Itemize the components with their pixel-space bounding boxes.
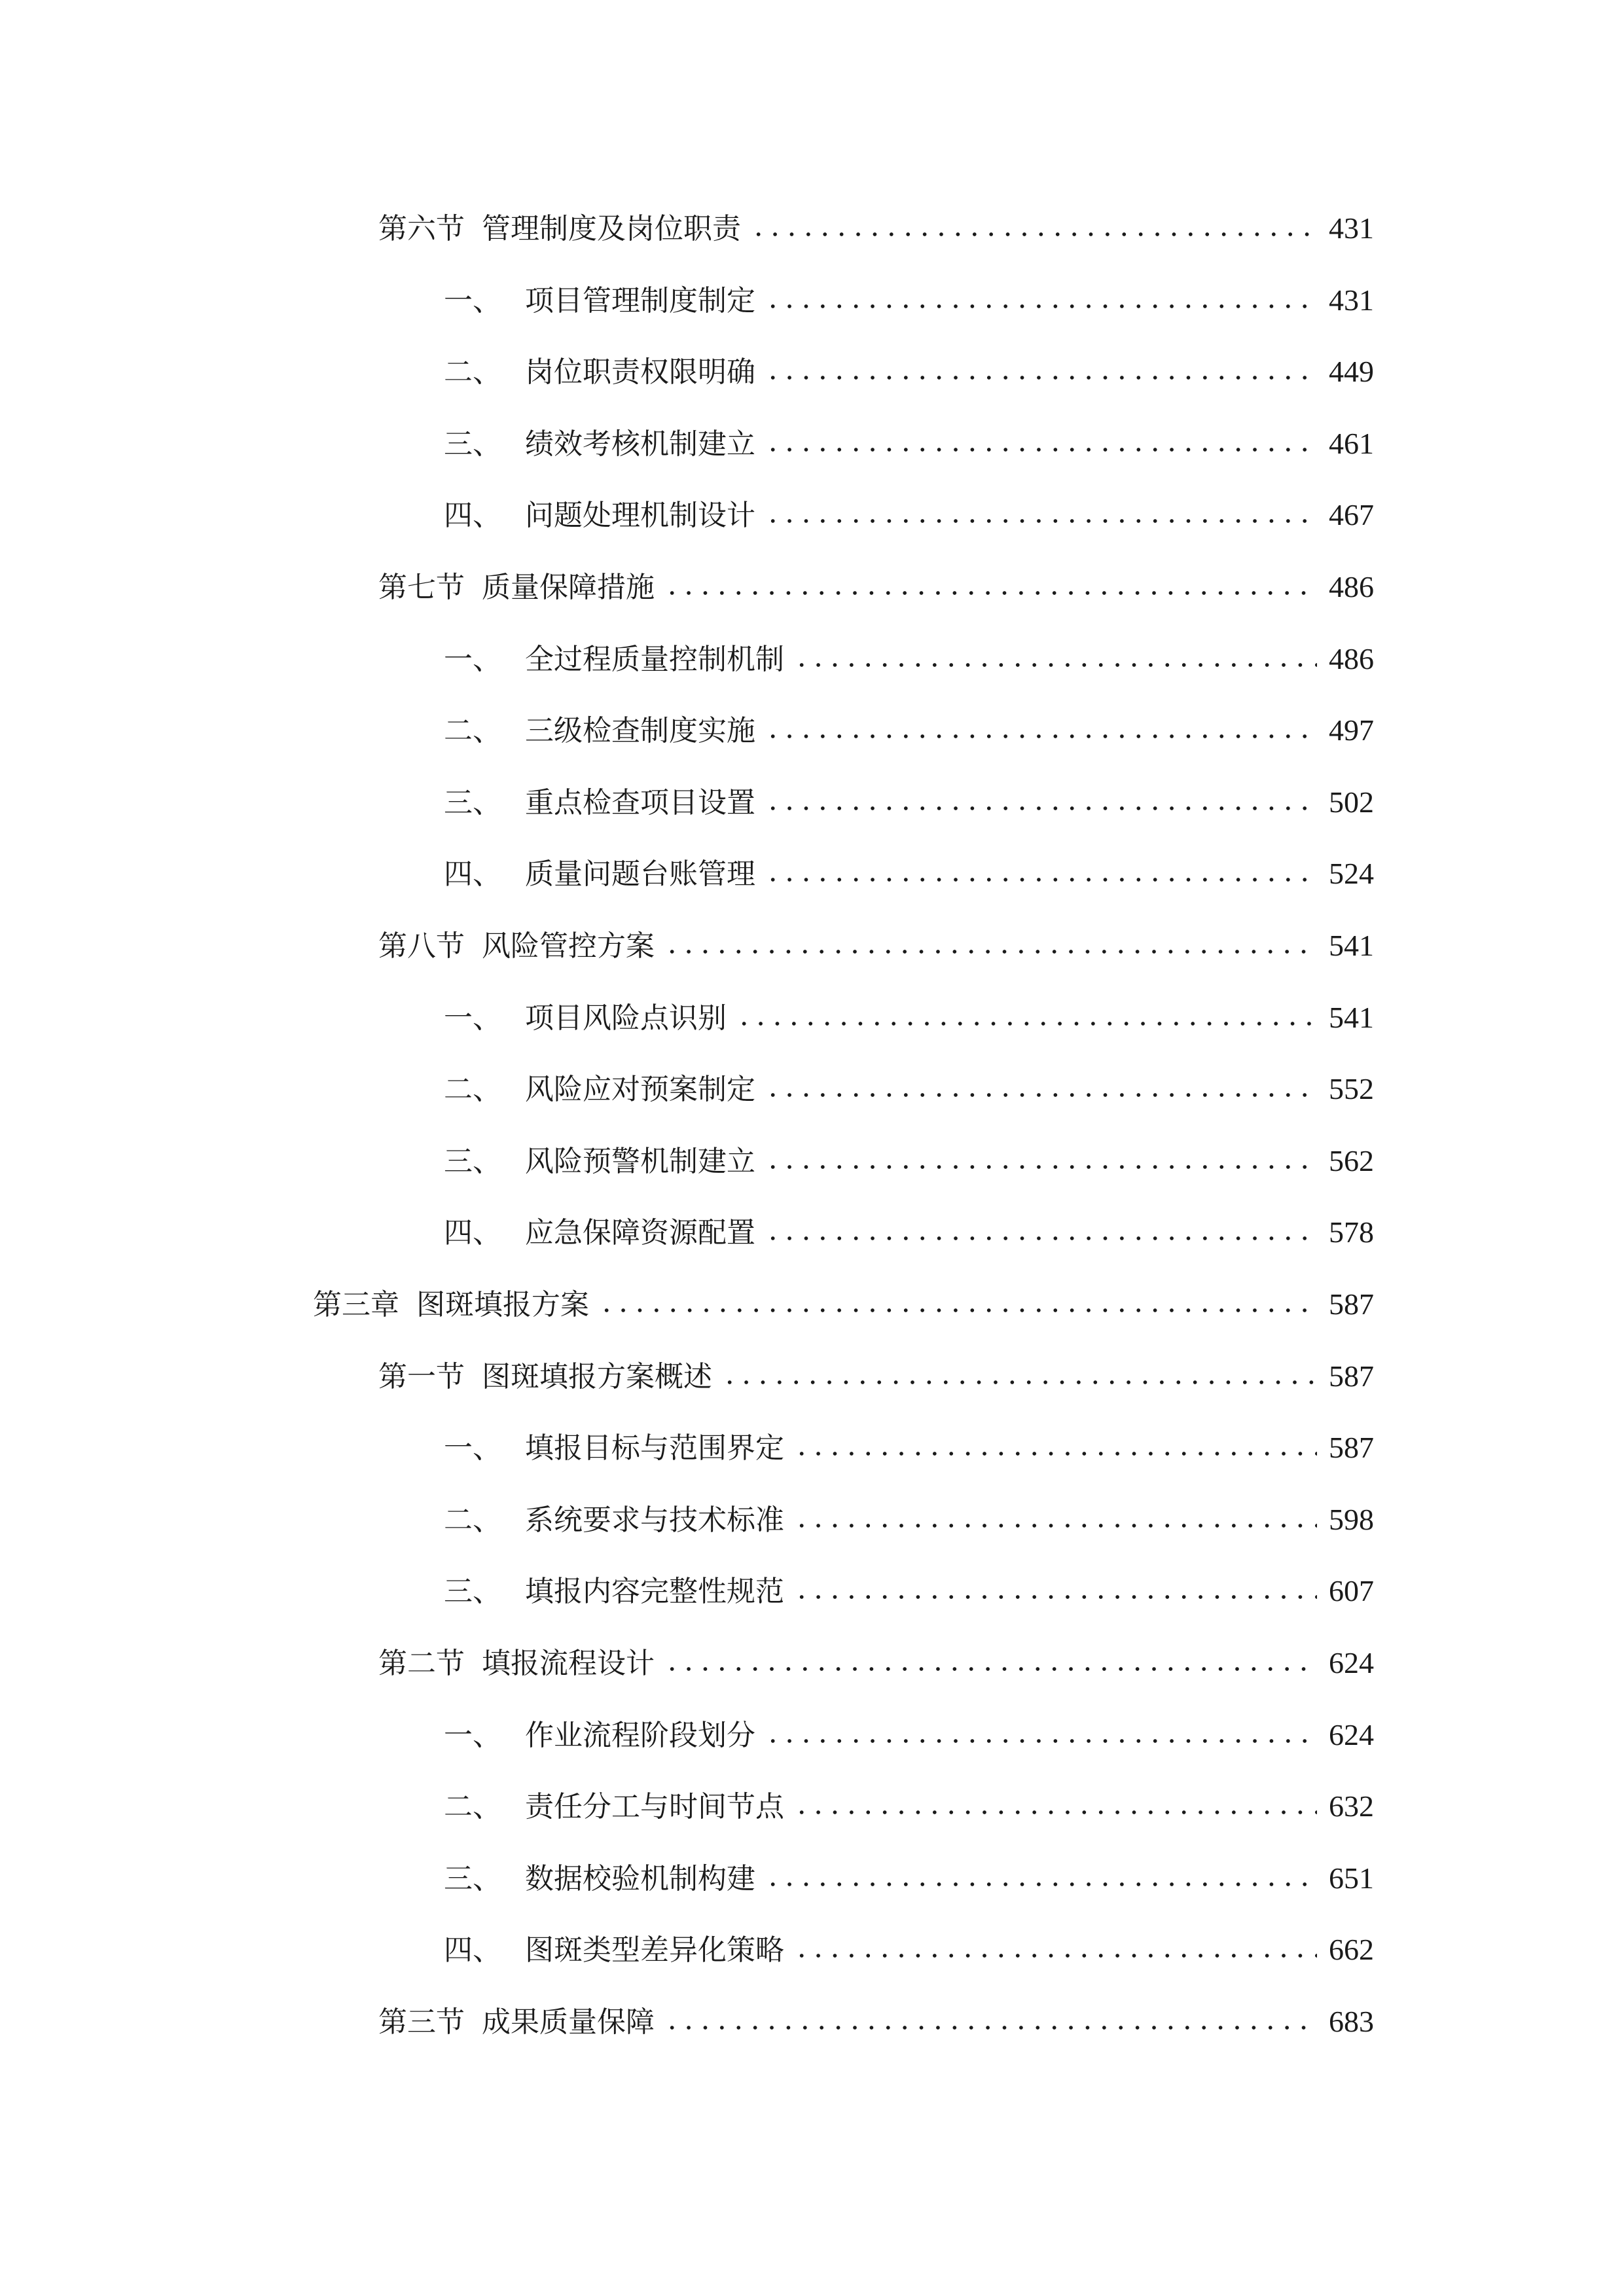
toc-entry-title: 系统要求与技术标准	[525, 1503, 784, 1537]
toc-entry-label	[444, 1933, 784, 1967]
toc-dot-leader	[793, 1953, 1317, 1958]
toc-entry-item[interactable]	[444, 1698, 1374, 1750]
toc-dot-leader	[736, 1021, 1317, 1026]
toc-dot-leader	[765, 447, 1317, 452]
toc-entry-label	[444, 283, 755, 317]
toc-page-number: 431	[1329, 211, 1374, 245]
toc-dot-leader	[664, 1666, 1317, 1672]
toc-entry-number: 四、	[444, 499, 501, 533]
toc-entry-label	[444, 714, 755, 748]
toc-page-number: 502	[1329, 785, 1374, 819]
toc-page-number: 541	[1329, 1000, 1374, 1034]
toc-page-number: 587	[1329, 1431, 1374, 1465]
toc-entry-item[interactable]	[444, 1554, 1374, 1609]
toc-dot-leader	[721, 1380, 1317, 1385]
toc-page-number: 624	[1329, 1717, 1374, 1751]
toc-entry-number: 三、	[444, 1144, 501, 1178]
toc-page-number: 587	[1329, 1359, 1374, 1393]
toc-entry-title: 成果质量保障	[482, 2005, 655, 2039]
toc-page-number: 632	[1329, 1789, 1374, 1823]
toc-dot-leader	[793, 1451, 1317, 1456]
toc-page-number: 662	[1329, 1933, 1374, 1967]
toc-entry-title: 责任分工与时间节点	[525, 1790, 784, 1824]
toc-page-number: 524	[1329, 857, 1374, 891]
toc-page-number: 486	[1329, 570, 1374, 603]
toc-entry-number: 三、	[444, 785, 501, 819]
toc-entry-title: 填报内容完整性规范	[525, 1575, 784, 1609]
toc-entry-title: 问题处理机制设计	[525, 499, 755, 533]
toc-entry-label	[444, 785, 755, 819]
toc-entry-title: 图斑填报方案概述	[482, 1359, 712, 1393]
toc-entry-title: 质量保障措施	[482, 571, 655, 604]
toc-dot-leader	[765, 734, 1317, 739]
toc-page-number: 541	[1329, 929, 1374, 962]
toc-page-number: 497	[1329, 713, 1374, 747]
toc-entry-item[interactable]	[444, 693, 1374, 748]
toc-page-number: 683	[1329, 2005, 1374, 2038]
toc-entry-item[interactable]	[444, 1195, 1374, 1250]
toc-entry-label	[444, 355, 755, 389]
toc-entry-section[interactable]	[378, 1339, 1374, 1391]
toc-entry-label	[444, 427, 755, 461]
toc-entry-number: 四、	[444, 1933, 501, 1967]
toc-page-number: 578	[1329, 1215, 1374, 1249]
toc-entry-number: 第三章	[313, 1288, 399, 1321]
toc-entry-item[interactable]	[444, 622, 1374, 674]
toc-entry-number: 三、	[444, 1861, 501, 1895]
toc-entry-label	[444, 1431, 784, 1465]
toc-dot-leader	[598, 1308, 1317, 1313]
toc-dot-leader	[793, 1810, 1317, 1815]
toc-entry-number: 二、	[444, 714, 501, 748]
toc-entry-number: 四、	[444, 1216, 501, 1250]
toc-entry-item[interactable]	[444, 1124, 1374, 1176]
toc-page-number: 486	[1329, 641, 1374, 675]
toc-dot-leader	[765, 1164, 1317, 1170]
toc-page-number: 607	[1329, 1574, 1374, 1608]
toc-entry-label	[444, 642, 784, 676]
toc-dot-leader	[793, 662, 1317, 668]
toc-dot-leader	[765, 375, 1317, 380]
toc-entry-number: 二、	[444, 1073, 501, 1107]
toc-entry-label	[378, 573, 655, 602]
toc-entry-title: 填报流程设计	[482, 1647, 655, 1680]
toc-entry-number: 三、	[444, 427, 501, 461]
toc-entry-number: 第七节	[378, 571, 465, 604]
toc-page-number: 461	[1329, 426, 1374, 460]
toc-entry-label	[444, 1790, 784, 1824]
toc-entry-number: 一、	[444, 283, 501, 317]
toc-entry-number: 二、	[444, 1503, 501, 1537]
toc-entry-number: 第一节	[378, 1359, 465, 1393]
toc-entry-number: 二、	[444, 1790, 501, 1824]
toc-entry-item[interactable]	[444, 406, 1374, 459]
toc-dot-leader	[765, 1738, 1317, 1744]
toc-entry-title: 绩效考核机制建立	[525, 427, 755, 461]
toc-entry-label	[378, 1359, 712, 1393]
toc-entry-item[interactable]	[444, 1482, 1374, 1535]
toc-entry-item[interactable]	[444, 1410, 1374, 1463]
toc-page-number: 651	[1329, 1861, 1374, 1895]
toc-entry-title: 风险管控方案	[482, 929, 655, 963]
toc-entry-section[interactable]	[378, 1626, 1374, 1678]
toc-dot-leader	[793, 1523, 1317, 1528]
toc-entry-number: 一、	[444, 642, 501, 676]
toc-page-number: 431	[1329, 283, 1374, 317]
toc-dot-leader	[793, 1594, 1317, 1600]
toc-entry-title: 重点检查项目设置	[525, 785, 755, 819]
toc-entry-label	[444, 1073, 755, 1107]
toc-entry-item[interactable]	[444, 478, 1374, 533]
toc-entry-label	[444, 1718, 755, 1752]
toc-entry-number: 三、	[444, 1575, 501, 1609]
toc-entry-item[interactable]	[444, 765, 1374, 817]
toc-entry-number: 一、	[444, 1001, 501, 1035]
toc-entry-item[interactable]	[444, 1052, 1374, 1107]
toc-page-number: 449	[1329, 355, 1374, 389]
toc-entry-title: 项目管理制度制定	[525, 283, 755, 317]
toc-entry-label	[378, 212, 741, 245]
toc-entry-number: 二、	[444, 355, 501, 389]
toc-entry-number: 第八节	[378, 929, 465, 963]
toc-entry-title: 图斑类型差异化策略	[525, 1933, 784, 1967]
toc-entry-label	[444, 1001, 727, 1035]
toc-entry-number: 一、	[444, 1431, 501, 1465]
toc-dot-leader	[765, 1882, 1317, 1887]
toc-entry-label	[444, 1861, 755, 1895]
toc-page-number: 552	[1329, 1072, 1374, 1106]
toc-dot-leader	[664, 2025, 1317, 2030]
toc-entry-item[interactable]	[444, 1769, 1374, 1824]
toc-entry-item[interactable]	[444, 1912, 1374, 1965]
toc-entry-title: 三级检查制度实施	[525, 714, 755, 748]
toc-entry-number: 第二节	[378, 1647, 465, 1680]
toc-entry-section[interactable]	[378, 550, 1374, 602]
toc-entry-item[interactable]	[444, 334, 1374, 387]
toc-dot-leader	[765, 1092, 1317, 1098]
toc-dot-leader	[765, 877, 1317, 882]
toc-entry-item[interactable]	[444, 263, 1374, 315]
toc-entry-title: 风险应对预案制定	[525, 1073, 755, 1107]
toc-entry-number: 第三节	[378, 2005, 465, 2039]
toc-dot-leader	[765, 518, 1317, 524]
toc-entry-title: 作业流程阶段划分	[525, 1718, 755, 1752]
toc-entry-title: 填报目标与范围界定	[525, 1431, 784, 1465]
toc-dot-leader	[664, 949, 1317, 954]
toc-entry-title: 图斑填报方案	[416, 1288, 589, 1321]
toc-entry-label	[378, 2005, 655, 2039]
toc-entry-number: 四、	[444, 857, 501, 891]
toc-entry-label	[444, 499, 755, 533]
toc-entry-title: 应急保障资源配置	[525, 1216, 755, 1250]
toc-dot-leader	[664, 590, 1317, 596]
toc-entry-title: 质量问题台账管理	[525, 857, 755, 891]
toc-page-number: 624	[1329, 1646, 1374, 1679]
toc-entry-title: 全过程质量控制机制	[525, 642, 784, 676]
toc-dot-leader	[765, 304, 1317, 309]
toc-entry-label	[444, 857, 755, 891]
toc-entry-chapter[interactable]	[313, 1267, 1374, 1319]
toc-entry-label	[444, 1575, 784, 1609]
toc-entry-label	[313, 1288, 589, 1321]
toc-dot-leader	[765, 1236, 1317, 1241]
toc-entry-section[interactable]	[378, 191, 1374, 243]
toc-page-number: 467	[1329, 498, 1374, 532]
toc-entry-title: 管理制度及岗位职责	[482, 212, 741, 245]
toc-entry-label	[444, 1503, 784, 1537]
toc-entry-label	[444, 1144, 755, 1178]
toc-page-number: 598	[1329, 1502, 1374, 1536]
toc-page-number: 562	[1329, 1143, 1374, 1177]
toc-entry-item[interactable]	[444, 836, 1374, 889]
toc-entry-section[interactable]	[378, 1984, 1374, 2037]
toc-dot-leader	[765, 806, 1317, 811]
toc-entry-number: 第六节	[378, 212, 465, 245]
toc-entry-number: 一、	[444, 1718, 501, 1752]
toc-entry-label	[378, 929, 655, 963]
toc-entry-title: 数据校验机制构建	[525, 1861, 755, 1895]
toc-dot-leader	[750, 232, 1317, 237]
toc-entry-item[interactable]	[444, 980, 1374, 1033]
toc-entry-section[interactable]	[378, 908, 1374, 961]
toc-entry-title: 岗位职责权限明确	[525, 355, 755, 389]
toc-page-number: 587	[1329, 1287, 1374, 1321]
toc-entry-title: 项目风险点识别	[525, 1001, 727, 1035]
toc-entry-item[interactable]	[444, 1841, 1374, 1893]
toc-entry-title: 风险预警机制建立	[525, 1144, 755, 1178]
toc-entry-label	[378, 1649, 655, 1678]
toc-entry-label	[444, 1216, 755, 1250]
